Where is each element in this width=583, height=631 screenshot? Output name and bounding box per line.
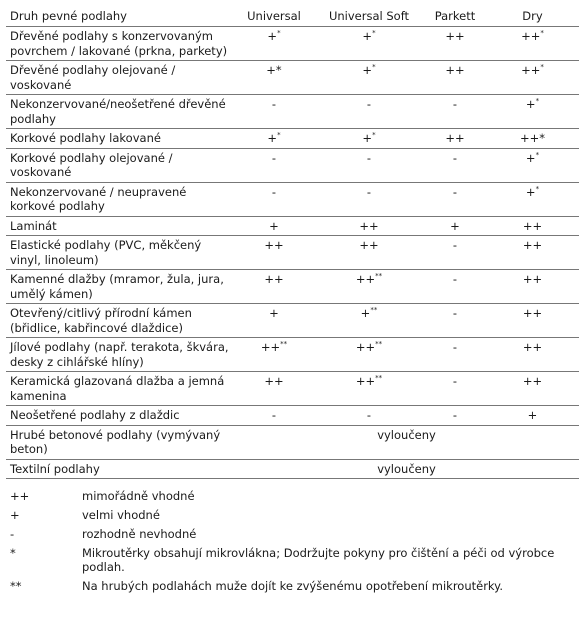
rating-value: ++ (264, 374, 284, 388)
legend-item (6, 546, 579, 574)
rating-cell (486, 129, 579, 149)
rating-value: - (452, 184, 458, 199)
floor-type-cell: Kamenné dlažby (mramor, žula, jura, umělý kámen) (6, 270, 234, 304)
rating-cell (486, 270, 579, 304)
rating-value: + (269, 306, 279, 320)
rating-value: - (452, 150, 458, 165)
rating-value: ++ (522, 340, 543, 354)
rating-value: + (525, 184, 536, 199)
rating-cell (424, 304, 486, 338)
floor-type-cell: Neošetřené podlahy z dlaždic (6, 406, 234, 426)
rating-cell (486, 304, 579, 338)
rating-value: ++ (355, 374, 376, 388)
footnote-marker: * (372, 131, 376, 140)
rating-cell (234, 61, 314, 95)
table-row (6, 425, 579, 459)
floor-type-cell: Nekonzervované/neošetřené dřevěné podlahy (6, 95, 234, 129)
footnote-marker: * (372, 29, 376, 38)
floor-type-cell: Hrubé betonové podlahy (vymývaný beton) (6, 425, 234, 459)
rating-cell (486, 406, 579, 426)
rating-cell (234, 148, 314, 182)
legend-symbol: - (10, 527, 15, 541)
rating-value: + (360, 306, 371, 320)
legend-text: mimořádně vhodné (82, 489, 195, 503)
rating-value: + (269, 218, 279, 233)
rating-value: ++ (521, 63, 541, 77)
rating-cell (314, 148, 424, 182)
table-row (6, 236, 579, 270)
rating-cell (424, 270, 486, 304)
rating-cell (314, 338, 424, 372)
legend-symbol: + (10, 508, 20, 522)
rating-cell (234, 338, 314, 372)
header-floor-type: Druh pevné podlahy (6, 6, 234, 27)
rating-cell (486, 182, 579, 216)
legend-symbol: ++ (10, 489, 30, 503)
rating-value: + (362, 131, 373, 145)
footnote-marker: * (540, 29, 544, 38)
floor-type-cell: Textilní podlahy (6, 459, 234, 479)
rating-value: - (366, 150, 372, 165)
floor-type-cell: Korkové podlahy olejované / voskované (6, 148, 234, 182)
rating-value: - (452, 340, 458, 354)
rating-cell (486, 338, 579, 372)
floor-type-cell: Otevřený/citlivý přírodní kámen (břidlice, kabřincové dlaždice) (6, 304, 234, 338)
table-row (6, 95, 579, 129)
rating-value: + (450, 218, 460, 233)
rating-cell (314, 406, 424, 426)
rating-value: - (452, 408, 458, 422)
rating-value: ++ (264, 272, 284, 286)
excluded-cell: vyloučeny (234, 459, 579, 479)
rating-value: - (452, 272, 458, 286)
rating-cell (314, 216, 424, 236)
footnote-marker: * (535, 97, 540, 106)
rating-cell (486, 236, 579, 270)
rating-value: +* (266, 63, 282, 77)
footnote-marker: ** (375, 272, 383, 281)
table-row (6, 216, 579, 236)
floor-type-cell: Keramická glazovaná dlažba a jemná kamenina (6, 372, 234, 406)
rating-value: + (525, 97, 536, 111)
table-row (6, 129, 579, 149)
footnote-marker: * (277, 29, 281, 38)
rating-cell (486, 95, 579, 129)
rating-value: ++ (521, 29, 541, 43)
header-universal: Universal (234, 6, 314, 27)
table-row (6, 406, 579, 426)
rating-cell (314, 372, 424, 406)
rating-value: ++ (522, 374, 543, 388)
rating-value: + (362, 63, 373, 77)
rating-value: + (267, 131, 278, 145)
floor-type-cell: Korkové podlahy lakované (6, 129, 234, 149)
rating-cell (486, 216, 579, 236)
rating-cell (314, 182, 424, 216)
table-row (6, 27, 579, 61)
rating-cell (314, 270, 424, 304)
rating-cell (424, 216, 486, 236)
rating-value: + (525, 150, 536, 165)
table-row (6, 459, 579, 479)
rating-cell (424, 372, 486, 406)
floor-type-cell: Elastické podlahy (PVC, měkčený vinyl, linoleum) (6, 236, 234, 270)
header-dry: Dry (486, 6, 579, 27)
rating-cell (314, 304, 424, 338)
rating-cell (314, 129, 424, 149)
rating-value: - (271, 184, 277, 199)
rating-cell (314, 95, 424, 129)
rating-cell (486, 148, 579, 182)
rating-value: + (267, 29, 278, 43)
rating-cell (424, 95, 486, 129)
rating-value: - (271, 150, 277, 165)
rating-cell (234, 182, 314, 216)
footnote-marker: ** (280, 340, 288, 349)
rating-value: - (271, 97, 277, 111)
footnote-marker: * (372, 63, 376, 72)
rating-value: ++ (359, 238, 379, 252)
footnote-marker: ** (375, 374, 383, 383)
rating-cell (314, 236, 424, 270)
table-row (6, 372, 579, 406)
rating-cell (314, 61, 424, 95)
rating-cell (424, 61, 486, 95)
legend-symbol: * (10, 546, 16, 560)
rating-value: - (366, 184, 372, 199)
floor-type-cell: Dřevěné podlahy olejované / voskované (6, 61, 234, 95)
footnote-marker: ** (375, 340, 383, 349)
rating-value: - (452, 238, 458, 252)
table-row (6, 61, 579, 95)
legend-item (6, 508, 579, 522)
rating-cell (234, 216, 314, 236)
floor-suitability-table (6, 6, 579, 479)
rating-cell (234, 236, 314, 270)
floor-type-cell: Jílové podlahy (např. terakota, škvára, desky z cihlářské hlíny) (6, 338, 234, 372)
floor-type-cell: Dřevěné podlahy s konzervovaným povrchem / lakované (prkna, parkety) (6, 27, 234, 61)
rating-cell (486, 61, 579, 95)
rating-cell (424, 236, 486, 270)
rating-cell (424, 148, 486, 182)
rating-cell (234, 304, 314, 338)
rating-value: ++ (522, 218, 543, 233)
rating-value: ++ (359, 218, 379, 233)
rating-cell (486, 27, 579, 61)
rating-cell (234, 95, 314, 129)
floor-type-cell: Nekonzervované / neupravené korkové podlahy (6, 182, 234, 216)
rating-value: ++ (445, 131, 465, 145)
rating-value: ++ (522, 272, 543, 286)
rating-value: + (362, 29, 373, 43)
header-row (6, 6, 579, 27)
legend-text: rozhodně nevhodné (82, 527, 197, 541)
table-row (6, 270, 579, 304)
legend-text: velmi vhodné (82, 508, 160, 522)
rating-cell (234, 406, 314, 426)
rating-value: - (452, 374, 458, 388)
rating-cell (424, 27, 486, 61)
footnote-marker: * (535, 150, 540, 159)
footnote-marker: ** (370, 306, 378, 315)
rating-value: ++ (445, 29, 465, 43)
excluded-cell: vyloučeny (234, 425, 579, 459)
rating-cell (424, 406, 486, 426)
rating-cell (424, 129, 486, 149)
rating-cell (314, 27, 424, 61)
header-universal-soft: Universal Soft (314, 6, 424, 27)
legend-symbol: ** (10, 579, 22, 593)
rating-cell (234, 129, 314, 149)
rating-cell (486, 372, 579, 406)
rating-value: - (271, 408, 277, 422)
legend-item (6, 489, 579, 503)
rating-value: - (366, 97, 372, 111)
rating-cell (234, 372, 314, 406)
table-row (6, 304, 579, 338)
footnote-marker: * (535, 184, 540, 193)
rating-value: - (366, 408, 372, 422)
rating-cell (234, 27, 314, 61)
rating-value: ++* (519, 131, 546, 145)
rating-value: ++ (522, 306, 543, 320)
rating-cell (424, 182, 486, 216)
legend-item (6, 527, 579, 541)
header-parkett: Parkett (424, 6, 486, 27)
rating-value: ++ (522, 238, 543, 252)
rating-value: - (452, 306, 458, 320)
table-row (6, 338, 579, 372)
table-row (6, 182, 579, 216)
rating-value: ++ (355, 340, 376, 354)
rating-value: - (452, 97, 458, 111)
legend (6, 489, 579, 593)
legend-item (6, 579, 579, 593)
rating-value: ++ (445, 63, 465, 77)
footnote-marker: * (277, 131, 281, 140)
rating-value: ++ (264, 238, 284, 252)
floor-type-cell: Laminát (6, 216, 234, 236)
rating-value: ++ (355, 272, 376, 286)
table-row (6, 148, 579, 182)
footnote-marker: * (540, 63, 544, 72)
rating-value: + (527, 408, 538, 422)
rating-value: ++ (260, 340, 281, 354)
legend-text: Na hrubých podlahách muže dojít ke zvýšenému opotřebení mikroutěrky. (82, 579, 504, 593)
rating-cell (424, 338, 486, 372)
legend-text: Mikroutěrky obsahují mikrovlákna; Dodržujte pokyny pro čištění a péči od výrobce podlah. (82, 546, 555, 574)
rating-cell (234, 270, 314, 304)
